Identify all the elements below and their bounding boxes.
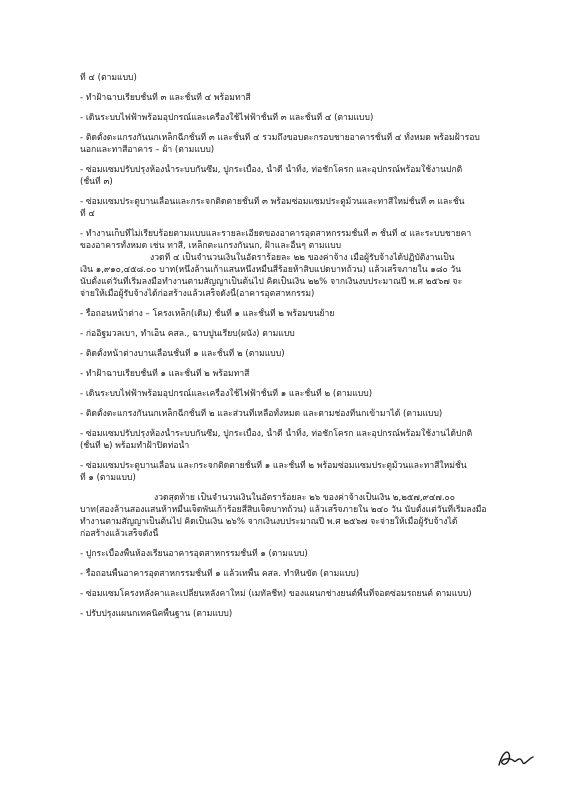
text-line: - ก่ออิฐมวลเบา, ทำเอ็น คสล., ฉาบปูนเรียบ(ผนัง) ตามแบบ <box>80 329 295 339</box>
text-line: - เดินระบบไฟฟ้าพร้อมอุปกรณ์และเครื่องใช้ไฟฟ้าชั้นที่ ๑ และชั้นที่ ๒ (ตามแบบ) <box>80 389 373 399</box>
text-line: - ซ่อมแซมประตูบานเลื่อน และกระจกติดตายชั้นที่ ๑ และชั้นที่ ๒ พร้อมซ่อมแซมประตูม้วนและทาสีใหม่ชั้น <box>80 461 467 471</box>
final-installment-heading: งวดสุดท้าย เป็นจำนวนเงินในอัตราร้อยละ ๒๖ ของค่าจ้างเป็นเงิน ๒,๒๕๗,๙๔๗.๐๐ <box>154 493 456 503</box>
text-line: ของอาคารทั้งหมด เช่น ทาสี, เหล็กตะแกรงกันนก, ฝ้าและอื่นๆ ตามแบบ <box>80 241 342 251</box>
text-line: - ปรับปรุงแผนกเทคนิคพื้นฐาน (ตามแบบ) <box>80 609 233 619</box>
text-line: บาท(สองล้านสองแสนห้าหมื่นเจ็ดพันเก้าร้อยสี่สิบเจ็ดบาทถ้วน) แล้วเสร็จภายใน ๒๔๐ วัน นับตั้งแต่วันที่เริ่มลงมือ <box>80 505 487 515</box>
text-line: ทำงานตามสัญญาเป็นต้นไป คิดเป็นเงิน ๒๖% จากเงินงบประมาณปี พ.ศ ๒๕๖๗ จะจ่ายให้เมื่อผู้รับจ้างได้ <box>80 517 458 527</box>
text-line: - ทำฝ้าฉาบเรียบชั้นที่ ๑ และชั้นที่ ๒ พร้อมทาสี <box>80 369 250 379</box>
text-line: ที่ ๔ (ตามแบบ) <box>80 73 137 83</box>
installment-heading: งวดที่ ๔ เป็นจำนวนเงินในอัตราร้อยละ ๒๒ ของค่าจ้าง เมื่อผู้รับจ้างได้ปฏิบัติงานเป็น <box>150 253 455 263</box>
text-line: เงิน ๑,๙๑๐,๔๕๘.๐๐ บาท(หนึ่งล้านเก้าแสนหนึ่งหมื่นสี่ร้อยห้าสิบแปดบาทถ้วน) แล้วเสร็จภายใน ๑๘๐ วัน <box>80 265 462 275</box>
signature-mark <box>496 746 536 770</box>
text-line: - รื้อถอนพื้นอาคารอุตสาหกรรมชั้นที่ ๑ แล้วเทพื้น คสล. ทำหินขัด (ตามแบบ) <box>80 569 360 579</box>
text-line: - ติดตั้งหน้าต่างบานเลื่อนชั้นที่ ๑ และชั้นที่ ๒ (ตามแบบ) <box>80 349 285 359</box>
text-line: - ซ่อมแซมปรับปรุงห้องน้ำระบบกันซึม, ปูกระเบื้อง, น้ำดี น้ำทิ้ง, ท่อชักโครก และอุปกรณ์พร้อมใช้งานได้ปกติ <box>80 429 473 439</box>
text-line: - ทำฝ้าฉาบเรียบชั้นที่ ๓ และชั้นที่ ๔ พร้อมทาสี <box>80 93 251 103</box>
text-line: (ชั้นที่ ๒) พร้อมทำฝ้าปิดท่อน้ำ <box>80 441 190 451</box>
text-line: จ่ายให้เมื่อผู้รับจ้างได้ก่อสร้างแล้วเสร็จดังนี้(อาคารอุตสาหกรรม) <box>80 289 315 299</box>
text-line: (ชั้นที่ ๓) <box>80 177 113 187</box>
text-line: - ซ่อมแซมปรับปรุงห้องน้ำระบบกันซึม, ปูกระเบื้อง, น้ำดี น้ำทิ้ง, ท่อชักโครก และอุปกรณ์พร้อมใช้งานปกติ <box>80 165 463 175</box>
text-line: นอกและทาสีอาคาร – ผ้า (ตามแบบ) <box>80 145 215 155</box>
text-line: นับตั้งแต่วันที่เริ่มลงมือทำงานตามสัญญาเป็นต้นไป คิดเป็นเงิน ๒๒% จากเงินงบประมาณปี พ.ศ ๒๕๖๗ จะ <box>80 277 463 287</box>
text-line: - รื้อถอนหน้าต่าง – โครงเหล็ก(เดิม) ชั้นที่ ๑ และชั้นที่ ๒ พร้อมขนย้าย <box>80 309 335 319</box>
text-line: - ปูกระเบื้องพื้นห้องเรียนอาคารอุตสาหกรรมชั้นที่ ๑ (ตามแบบ) <box>80 549 308 559</box>
text-line: ที่ ๑ (ตามแบบ) <box>80 473 136 483</box>
text-line: - เดินระบบไฟฟ้าพร้อมอุปกรณ์และเครื่องใช้ไฟฟ้าชั้นที่ ๓ และชั้นที่ ๔ (ตามแบบ) <box>80 113 374 123</box>
text-line: - ติดตั้งตะแกรงกันนกเหล็กฉีกชั้นที่ ๒ และส่วนที่เหลือทั้งหมด และตามช่องที่นกเข้ามาได้ (ตามแบบ) <box>80 409 443 419</box>
text-line: - ทำงานเก็บที่ไม่เรียบร้อยตามแบบและรายละเอียดของอาคารอุตสาหกรรมชั้นที่ ๓ ชั้นที่ ๔ และระบบชายคา <box>80 229 472 239</box>
text-line: - ซ่อมแซมประตูบานเลื่อนและกระจกติดตายชั้นที่ ๓ พร้อมซ่อมแซมประตูม้วนและทาสีใหม่ชั้นที่ ๓ และชั้น <box>80 197 465 207</box>
text-line: ก่อสร้างแล้วเสร็จดังนี้ <box>80 529 159 539</box>
text-line: - ซ่อมแซมโครงหลังคาและเปลี่ยนหลังคาใหม่ (เมทัลชีท) ของแผนกช่างยนต์พื้นที่จอดซ่อมรถยนต์ ตามแบบ) <box>80 589 472 599</box>
text-line: - ติดตั้งตะแกรงกันนกเหล็กฉีกชั้นที่ ๓ และชั้นที่ ๔ รวมถึงขอบตะกรอบชายอาคารชั้นที่ ๔ ทั้งหมด พร้อมฝ้ารอบ <box>80 133 480 143</box>
text-line: ที่ ๔ <box>80 209 95 219</box>
